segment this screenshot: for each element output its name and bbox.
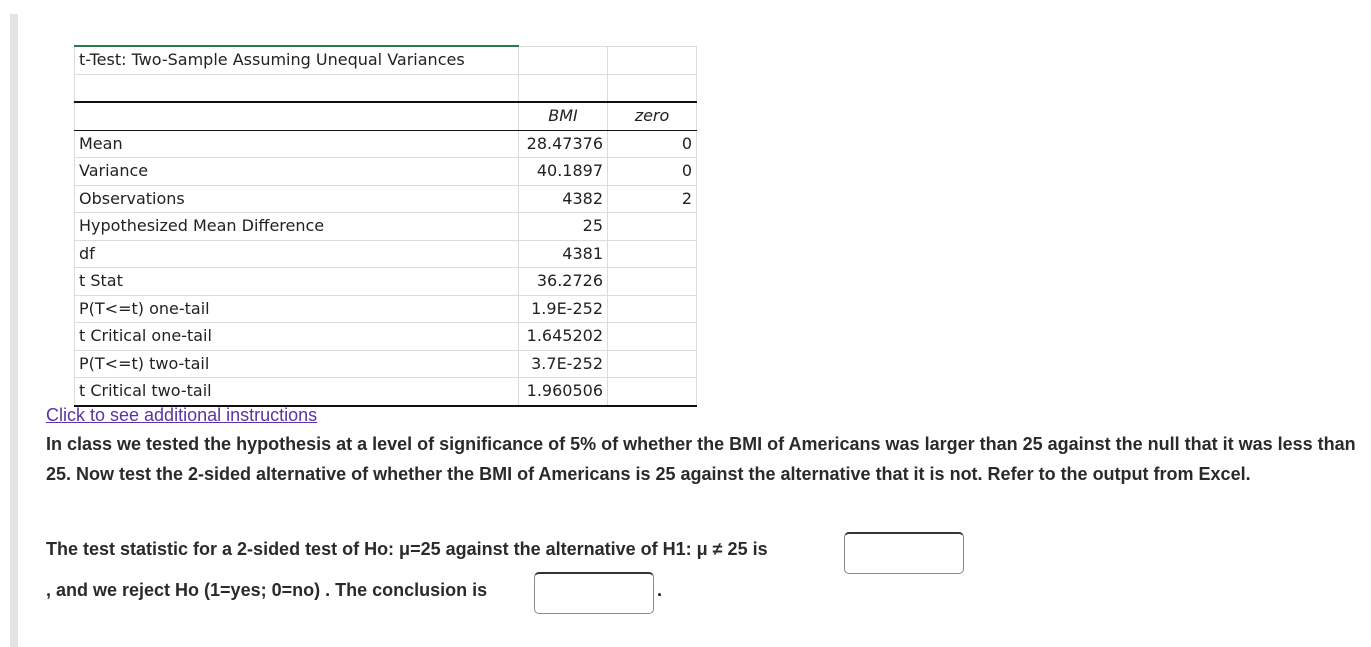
row-label: P(T<=t) two-tail [75,350,519,378]
row-label: Variance [75,158,519,186]
question-test-statistic: The test statistic for a 2-sided test of Ho: μ=25 against the alternative of H1: μ ≠ 25 is [46,539,768,559]
row-zero-value: 0 [608,158,697,186]
row-label: df [75,240,519,268]
row-bmi-value: 1.960506 [519,378,608,406]
row-zero-value [608,323,697,351]
column-header-row [75,102,697,130]
column-header-bmi: BMI [519,102,608,130]
table-row [75,240,697,268]
conclusion-answer-input[interactable] [534,572,654,614]
row-label: Mean [75,130,519,158]
table-row [75,158,697,186]
table-row [75,323,697,351]
table-row [75,295,697,323]
row-bmi-value: 1.9E-252 [519,295,608,323]
row-zero-value [608,268,697,296]
row-label: Hypothesized Mean Difference [75,213,519,241]
table-title: t-Test: Two-Sample Assuming Unequal Variances [75,46,519,74]
row-zero-value [608,213,697,241]
row-label: Observations [75,185,519,213]
row-bmi-value: 4382 [519,185,608,213]
row-zero-value [608,378,697,406]
row-zero-value [608,350,697,378]
sentence-period: . [657,580,663,600]
question-paragraph: In class we tested the hypothesis at a level of significance of 5% of whether the BMI of Americans was larger than 25 against the null that it was less than 25. Now test the 2-sided alternative of whether the BMI of Americans is 25 against the alternative that it is not. Refer to the output from Excel. [46,434,1356,484]
row-zero-value: 2 [608,185,697,213]
row-label: P(T<=t) one-tail [75,295,519,323]
row-zero-value [608,295,697,323]
left-border-bar [10,14,18,647]
row-bmi-value: 25 [519,213,608,241]
row-bmi-value: 4381 [519,240,608,268]
blank-row [75,74,697,102]
table-row [75,185,697,213]
table-row [75,213,697,241]
excel-output-table [74,45,697,407]
row-bmi-value: 1.645202 [519,323,608,351]
additional-instructions-link[interactable]: Click to see additional instructions [46,405,318,425]
row-bmi-value: 28.47376 [519,130,608,158]
row-label: t Stat [75,268,519,296]
row-bmi-value: 36.2726 [519,268,608,296]
row-bmi-value: 40.1897 [519,158,608,186]
row-bmi-value: 3.7E-252 [519,350,608,378]
row-zero-value: 0 [608,130,697,158]
column-header-zero: zero [608,102,697,130]
row-label: t Critical one-tail [75,323,519,351]
test-statistic-answer-input[interactable] [844,532,964,574]
table-row [75,350,697,378]
table-row [75,130,697,158]
table-row [75,378,697,406]
table-title-row [75,46,697,74]
table-row [75,268,697,296]
question-reject-ho: , and we reject Ho (1=yes; 0=no) . The conclusion is [46,580,488,600]
row-zero-value [608,240,697,268]
row-label: t Critical two-tail [75,378,519,406]
